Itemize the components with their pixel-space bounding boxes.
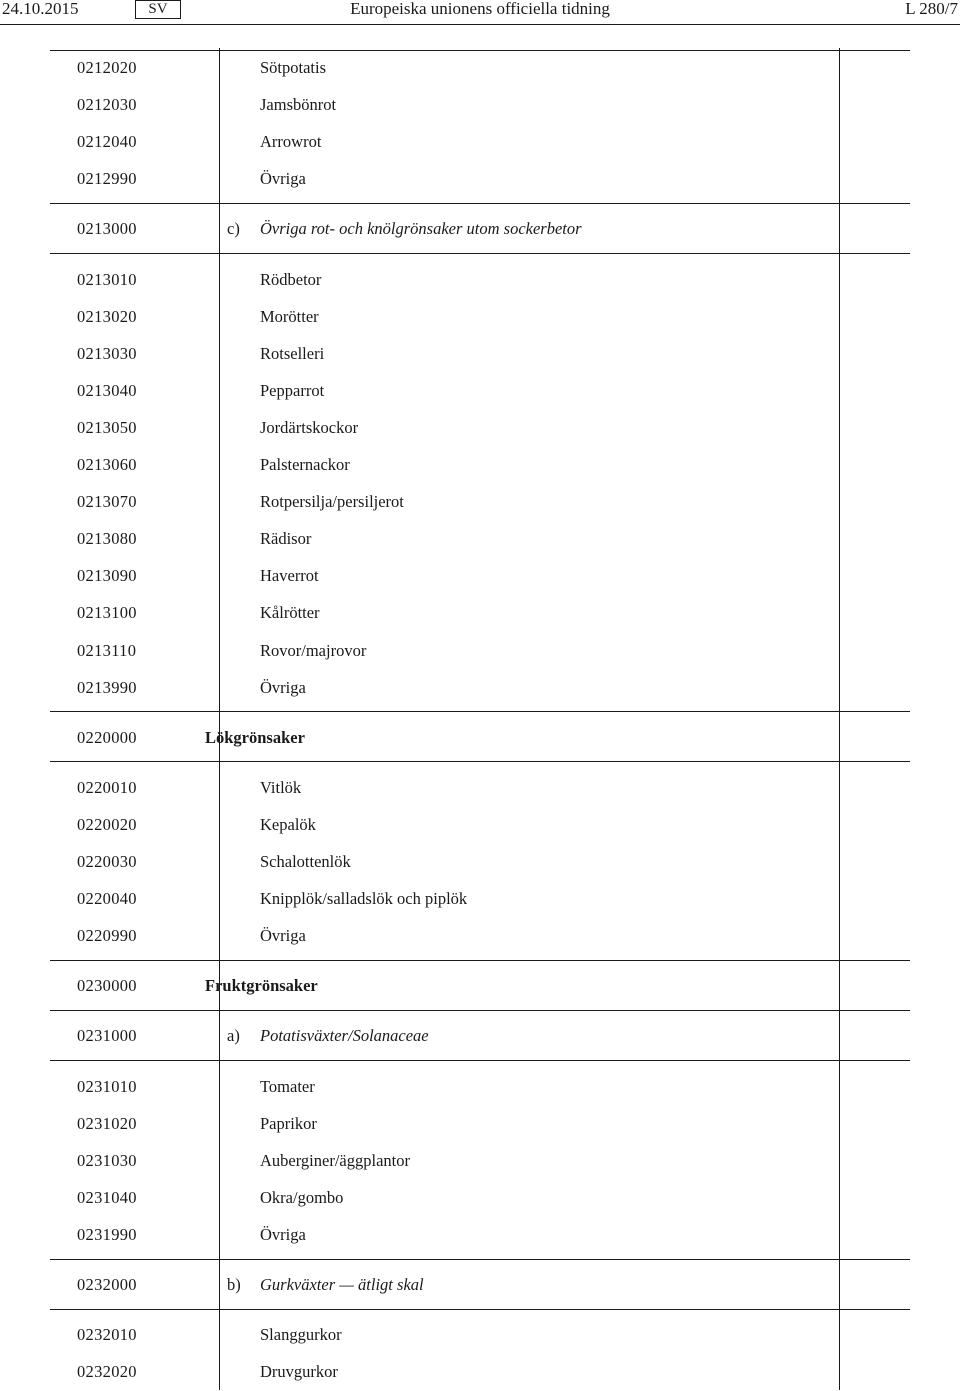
row-code: 0212990 (77, 169, 137, 189)
table-row (50, 633, 910, 670)
row-code: 0232020 (77, 1362, 137, 1382)
page-reference: L 280/7 (905, 0, 958, 18)
row-label: Lökgrönsaker (205, 727, 305, 747)
row-label: Haverrot (260, 566, 319, 586)
table-row (50, 373, 910, 410)
row-separator (50, 711, 910, 712)
row-label: Övriga (260, 926, 306, 946)
row-code: 0231010 (77, 1076, 137, 1096)
table-row (50, 670, 910, 707)
row-label (227, 1026, 429, 1046)
row-label: Okra/gombo (260, 1187, 344, 1207)
subgroup-marker: c) (227, 219, 240, 239)
row-code: 0212020 (77, 58, 137, 77)
table-row (50, 881, 910, 918)
table-row (50, 1018, 910, 1055)
row-label: Övriga (260, 677, 306, 697)
row-code: 0213020 (77, 306, 137, 326)
row-label (227, 1275, 424, 1295)
table-top-border (50, 50, 910, 51)
table-row (50, 1217, 910, 1254)
table-row (50, 720, 910, 757)
row-label: Sötpotatis (260, 58, 327, 77)
row-code: 0213110 (77, 640, 137, 660)
row-label: Rödbetor (260, 269, 322, 289)
row-label: Rotselleri (260, 343, 325, 363)
table-row (50, 50, 910, 87)
row-code: 0220020 (77, 814, 137, 834)
row-label: Kålrötter (260, 603, 320, 623)
row-code: 0220040 (77, 889, 137, 909)
row-label: Rotpersilja/persiljerot (260, 492, 404, 512)
table-row (50, 1106, 910, 1143)
row-code: 0212030 (77, 95, 137, 115)
row-label: Vitlök (260, 777, 302, 797)
row-label: Paprikor (260, 1113, 317, 1133)
row-code: 0213030 (77, 343, 137, 363)
row-separator (50, 761, 910, 762)
table-row (50, 968, 910, 1005)
row-code: 0213990 (77, 677, 137, 697)
table-row (50, 1317, 910, 1354)
row-label: Rädisor (260, 529, 312, 549)
row-label: Jordärtskockor (260, 417, 359, 437)
row-code: 0213100 (77, 603, 137, 623)
row-code: 0220010 (77, 777, 137, 797)
table-row (50, 595, 910, 632)
row-separator (50, 1309, 910, 1310)
row-code: 0213090 (77, 566, 137, 586)
table-row (50, 558, 910, 595)
row-separator (50, 960, 910, 961)
row-label: Tomater (260, 1076, 315, 1096)
table-row (50, 918, 910, 955)
table-row (50, 447, 910, 484)
row-code: 0212040 (77, 132, 137, 152)
row-code: 0231040 (77, 1187, 137, 1207)
row-label: Schalottenlök (260, 852, 351, 871)
table-row (50, 1143, 910, 1180)
table-row (50, 262, 910, 299)
table-row (50, 521, 910, 558)
row-label: Slanggurkor (260, 1325, 342, 1345)
table-row (50, 1267, 910, 1304)
row-code: 0231020 (77, 1113, 137, 1133)
row-separator (50, 1010, 910, 1011)
row-label: Morötter (260, 306, 319, 326)
table-row (50, 844, 910, 881)
row-label: Palsternackor (260, 455, 350, 474)
row-separator (50, 1060, 910, 1061)
row-separator (50, 203, 910, 204)
row-label: Jamsbönrot (260, 95, 337, 115)
subgroup-title: Potatisväxter/Solanaceae (260, 1026, 429, 1046)
row-code: 0232000 (77, 1275, 137, 1294)
row-code: 0231000 (77, 1026, 137, 1046)
row-label (227, 219, 582, 239)
row-code: 0220030 (77, 852, 137, 871)
row-label: Rovor/majrovor (260, 640, 367, 660)
table-row (50, 807, 910, 844)
row-label: Druvgurkor (260, 1362, 338, 1382)
row-separator (50, 1259, 910, 1260)
row-code: 0213010 (77, 269, 137, 289)
row-separator (50, 253, 910, 254)
table-row (50, 124, 910, 161)
language-badge: SV (135, 0, 181, 19)
header-divider (0, 24, 960, 25)
table-row (50, 1180, 910, 1217)
table-row (50, 299, 910, 336)
publication-date: 24.10.2015 (2, 0, 79, 18)
subgroup-title: Övriga rot- och knölgrönsaker utom sockerbetor (260, 219, 582, 239)
table-row (50, 1354, 910, 1391)
row-code: 0232010 (77, 1325, 137, 1345)
row-label: Kepalök (260, 814, 316, 834)
subgroup-marker: b) (227, 1275, 241, 1294)
table-row (50, 484, 910, 521)
subgroup-title: Gurkväxter — ätligt skal (260, 1275, 424, 1294)
row-label: Knipplök/salladslök och piplök (260, 889, 468, 909)
residue-code-table (50, 48, 910, 1390)
table-row (50, 770, 910, 807)
subgroup-marker: a) (227, 1026, 240, 1046)
row-code: 0213000 (77, 219, 137, 239)
row-label: Pepparrot (260, 380, 325, 400)
table-row (50, 410, 910, 447)
row-code: 0220990 (77, 926, 137, 946)
row-label: Övriga (260, 169, 306, 189)
row-label: Arrowrot (260, 132, 322, 152)
row-code: 0231030 (77, 1150, 137, 1170)
table-row (50, 336, 910, 373)
row-code: 0213050 (77, 417, 137, 437)
table-row (50, 211, 910, 248)
row-label: Auberginer/äggplantor (260, 1150, 410, 1170)
row-label: Övriga (260, 1224, 306, 1244)
row-code: 0230000 (77, 976, 137, 996)
table-row (50, 87, 910, 124)
row-code: 0213080 (77, 529, 137, 549)
row-code: 0220000 (77, 727, 137, 747)
row-code: 0213040 (77, 380, 137, 400)
row-code: 0213060 (77, 455, 137, 474)
row-code: 0213070 (77, 492, 137, 512)
row-label: Fruktgrönsaker (205, 976, 318, 996)
journal-title: Europeiska unionens officiella tidning (350, 0, 610, 18)
row-code: 0231990 (77, 1224, 137, 1244)
table-row (50, 161, 910, 198)
page-header (0, 0, 960, 22)
table-row (50, 1069, 910, 1106)
